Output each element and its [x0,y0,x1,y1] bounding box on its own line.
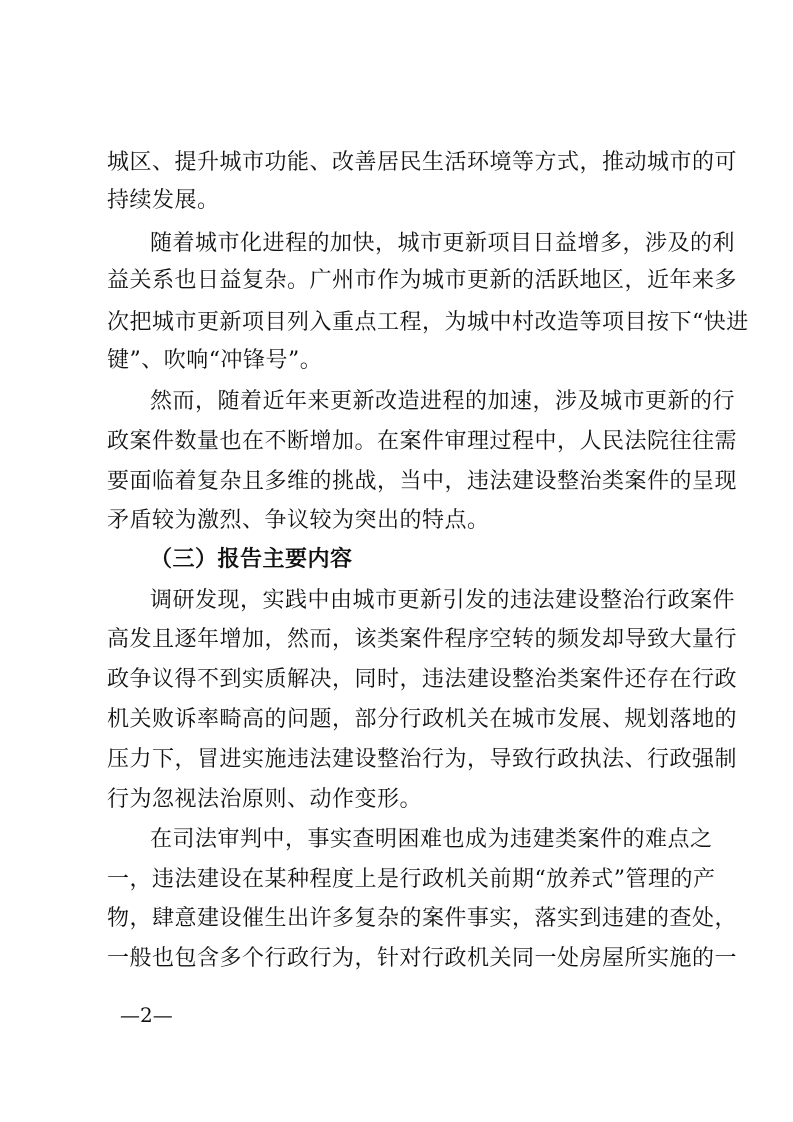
paragraph-3-line-3: 要面临着复杂且多维的挑战，当中，违法建设整治类案件的呈现 [107,469,738,494]
paragraph-5-line-1: 在司法审判中，事实查明困难也成为违建类案件的难点之 [150,827,713,852]
paragraph-2-line-4: 键”、吹响“冲锋号”。 [107,348,323,373]
paragraph-5-line-3: 物，肆意建设催生出许多复杂的案件事实，落实到违建的查处， [107,906,738,931]
paragraph-1-line-2: 持续发展。 [107,188,220,213]
paragraph-3-line-2: 政案件数量也在不断增加。在案件审理过程中，人民法院往往需 [107,429,738,454]
paragraph-4-line-1: 调研发现，实践中由城市更新引发的违法建设整治行政案件 [150,588,736,613]
paragraph-4-line-2: 高发且逐年增加，然而，该类案件程序空转的频发却导致大量行 [107,627,738,652]
paragraph-3-line-4: 矛盾较为激烈、争议较为突出的特点。 [107,508,490,533]
paragraph-2-line-3: 次把城市更新项目列入重点工程，为城中村改造等项目按下“快进 [107,310,749,335]
paragraph-4-line-3: 政争议得不到实质解决，同时，违法建设整治类案件还存在行政 [107,667,738,692]
paragraph-4-line-4: 机关败诉率畸高的问题，部分行政机关在城市发展、规划落地的 [107,707,738,732]
paragraph-1-line-1: 城区、提升城市功能、改善居民生活环境等方式，推动城市的可 [107,150,738,175]
paragraph-3-line-1: 然而，随着近年来更新改造进程的加速，涉及城市更新的行 [150,389,736,414]
paragraph-4-line-6: 行为忽视法治原则、动作变形。 [107,787,423,812]
page-number: —2— [120,1003,173,1027]
paragraph-2-line-2: 益关系也日益复杂。广州市作为城市更新的活跃地区，近年来多 [107,268,738,293]
section-heading: （三）报告主要内容 [150,547,353,572]
paragraph-2-line-1: 随着城市化进程的加快，城市更新项目日益增多，涉及的利 [150,231,736,256]
paragraph-5-line-4: 一般也包含多个行政行为，针对行政机关同一处房屋所实施的一 [107,946,738,971]
paragraph-5-line-2: 一，违法建设在某种程度上是行政机关前期“放养式”管理的产 [107,867,716,892]
paragraph-4-line-5: 压力下，冒进实施违法建设整治行为，导致行政执法、行政强制 [107,747,738,772]
